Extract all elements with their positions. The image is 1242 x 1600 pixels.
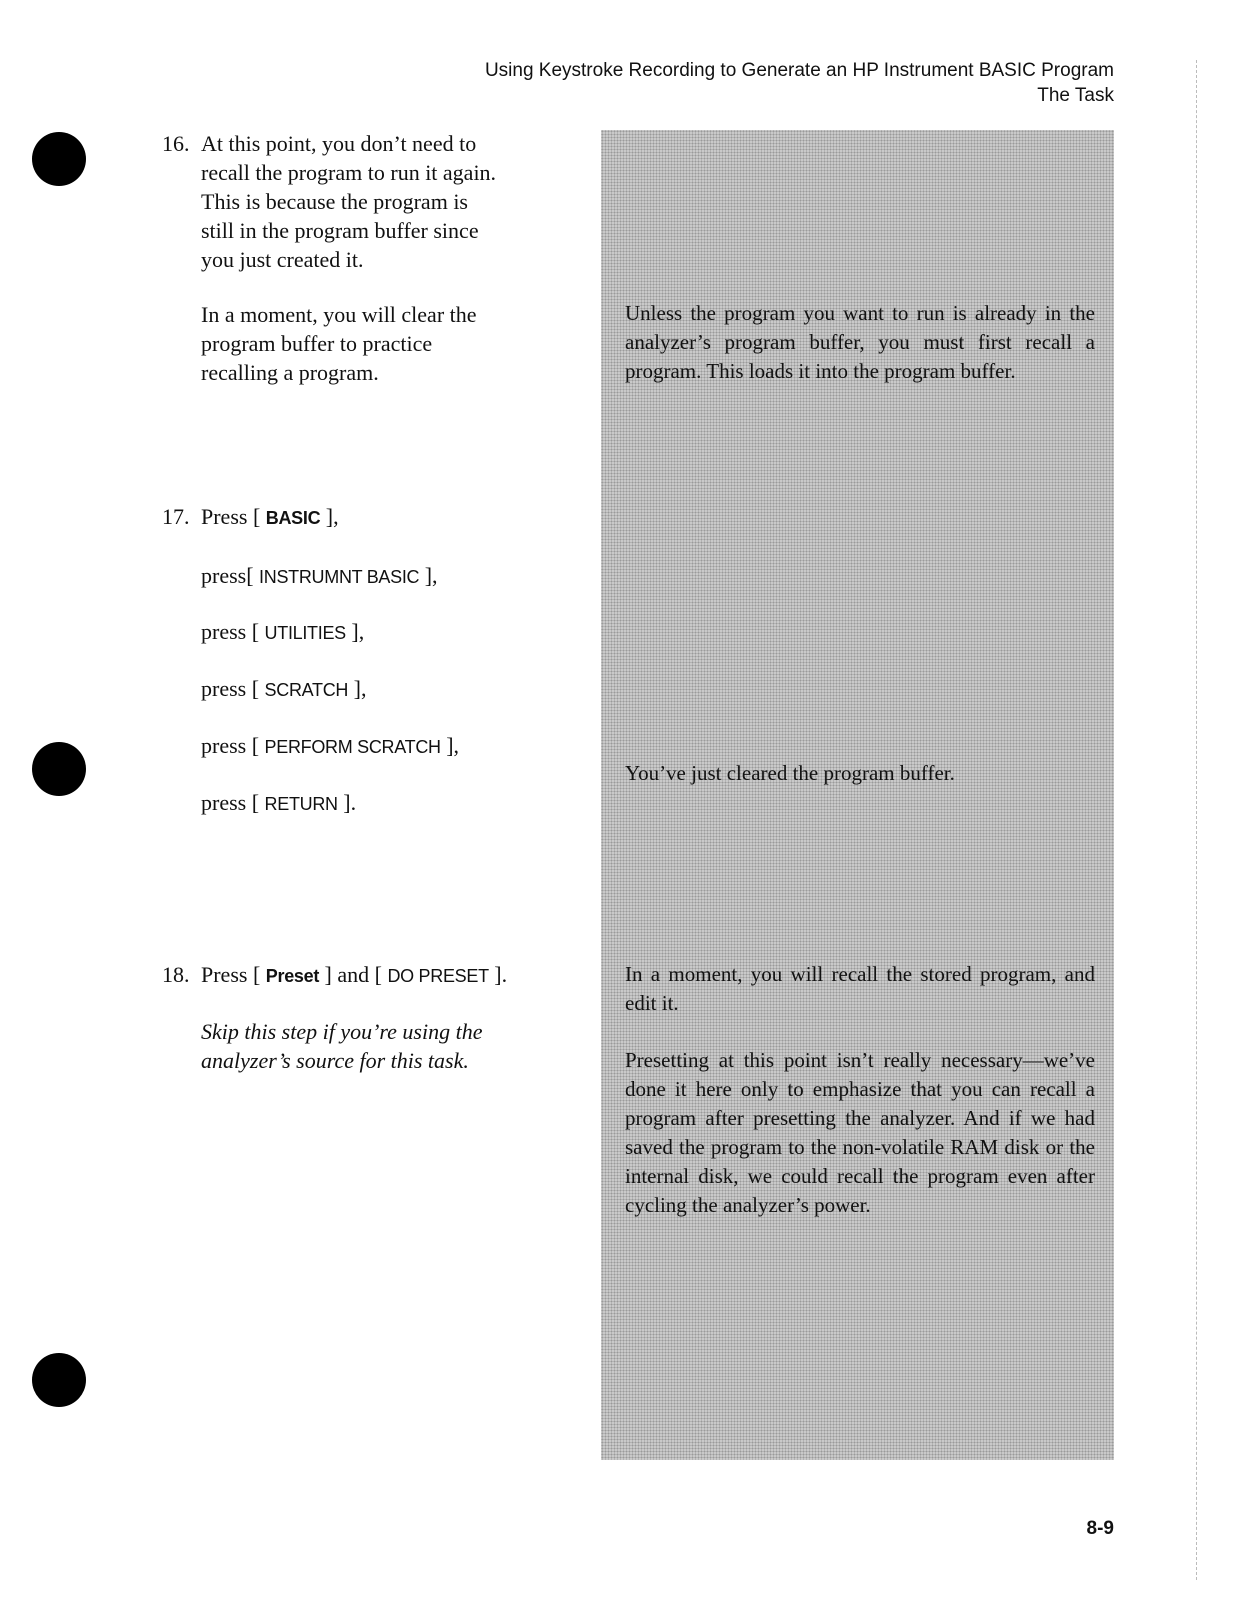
binder-hole-top <box>32 132 86 186</box>
text-line: you just created it. <box>201 247 364 272</box>
page-edge-mark <box>1196 60 1197 1580</box>
step-17-number <box>162 502 190 531</box>
and-word: and <box>337 962 370 987</box>
press-word: press <box>201 619 247 644</box>
press-word: press <box>201 733 247 758</box>
note-presetting: Presetting at this point isn’t really necessary—we’ve done it here only to emphasize that you can recall a program after presetting the analyzer. And if we had saved the program to the non-volatile RAM disk or the internal disk, we could recall the program even after cycling the analyzer’s power. <box>625 1048 1095 1217</box>
softkey-scratch: SCRATCH <box>264 680 349 700</box>
step-17-line-5: press [ PERFORM SCRATCH ], <box>201 733 460 758</box>
step-number: 18. <box>162 962 190 987</box>
softkey-return: RETURN <box>264 794 338 814</box>
text-line: program buffer to practice <box>201 331 433 356</box>
step-number: 17. <box>162 504 190 529</box>
note-recall-program: Unless the program you want to run is already in the analyzer’s program buffer, you must first recall a program. This loads it into the program buffer. <box>625 301 1095 383</box>
press-word: Press <box>201 504 248 529</box>
key-basic: BASIC <box>265 508 321 528</box>
step-17-line-1: Press [ BASIC ], <box>201 504 339 529</box>
step-number: 16. <box>162 131 190 156</box>
step-16-text <box>201 129 531 274</box>
step-18-note <box>201 1017 531 1075</box>
step-17-line-6: press [ RETURN ]. <box>201 790 357 815</box>
text-line: In a moment, you will clear the <box>201 302 477 327</box>
press-word: Press <box>201 962 248 987</box>
text-line: Skip this step if you’re using the <box>201 1019 483 1044</box>
binder-hole-middle <box>32 742 86 796</box>
softkey-instrumnt-basic: INSTRUMNT BASIC <box>259 567 420 587</box>
softkey-perform-scratch: PERFORM SCRATCH <box>264 737 441 757</box>
note-buffer-cleared: You’ve just cleared the program buffer. <box>625 761 955 785</box>
softkey-utilities: UTILITIES <box>264 623 346 643</box>
press-word: press <box>201 790 247 815</box>
key-preset: Preset <box>265 966 320 986</box>
text-line: recalling a program. <box>201 360 379 385</box>
text-line: At this point, you don’t need to <box>201 131 477 156</box>
text-line: still in the program buffer since <box>201 218 479 243</box>
step-16-number <box>162 129 190 158</box>
step-17-line-4: press [ SCRATCH ], <box>201 676 367 701</box>
text-line: This is because the program is <box>201 189 468 214</box>
step-18-line: Press [ Preset ] and [ DO PRESET ]. <box>201 962 508 987</box>
step-18-number <box>162 960 190 989</box>
text-line: analyzer’s source for this task. <box>201 1048 469 1073</box>
running-header <box>485 58 1114 108</box>
note-recall-and-edit: In a moment, you will recall the stored program, and edit it. <box>625 962 1095 1015</box>
press-word: press <box>201 563 247 588</box>
step-17-line-3: press [ UTILITIES ], <box>201 619 365 644</box>
text-line: recall the program to run it again. <box>201 160 497 185</box>
binder-hole-bottom <box>32 1353 86 1407</box>
header-section-title: The Task <box>1037 85 1114 106</box>
page-number: 8-9 <box>1086 1518 1114 1539</box>
header-chapter-title: Using Keystroke Recording to Generate an HP Instrument BASIC Program <box>484 60 1114 81</box>
step-16-followup <box>201 300 531 387</box>
step-17-line-2: press[ INSTRUMNT BASIC ], <box>201 563 438 588</box>
press-word: press <box>201 676 247 701</box>
softkey-do-preset: DO PRESET <box>387 966 489 986</box>
